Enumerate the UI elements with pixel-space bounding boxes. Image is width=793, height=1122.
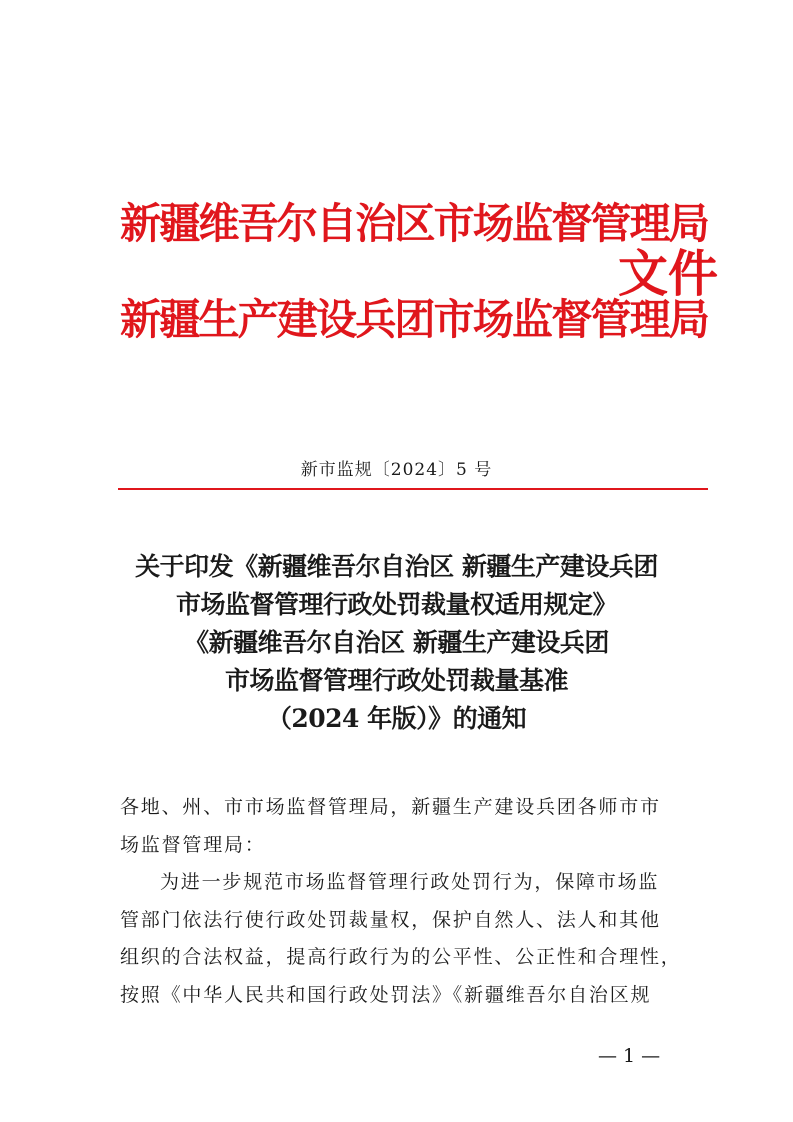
- paragraph-line: 管部门依法行使行政处罚裁量权，保护自然人、法人和其他: [120, 908, 661, 931]
- red-divider: [118, 488, 708, 490]
- title-line: 关于印发《新疆维吾尔自治区 新疆生产建设兵团: [135, 552, 658, 581]
- document-number: 新市监规〔2024〕5 号: [300, 460, 493, 480]
- issuer-line-2: 新疆生产建设兵团市场监督管理局: [120, 295, 709, 344]
- paragraph-line: 为进一步规范市场监督管理行政处罚行为，保障市场监: [160, 871, 660, 893]
- document-header: [120, 192, 720, 352]
- page-number: — 1 —: [598, 1045, 661, 1067]
- title-line: （2024 年版）》的通知: [266, 704, 527, 733]
- paragraph-line: 组织的合法权益，提高行政行为的公平性、公正性和合理性，: [120, 946, 682, 968]
- title-line: 市场监督管理行政处罚裁量权适用规定》: [175, 590, 617, 619]
- body-text: [120, 789, 682, 1014]
- issuer-line-1: 新疆维吾尔自治区市场监督管理局: [120, 199, 709, 248]
- title-line: 市场监督管理行政处罚裁量基准: [224, 666, 568, 695]
- title-line: 《新疆维吾尔自治区 新疆生产建设兵团: [184, 628, 609, 657]
- notice-title: [0, 548, 793, 738]
- document-word: 文件: [618, 244, 718, 303]
- paragraph-line: 按照《中华人民共和国行政处罚法》《新疆维吾尔自治区规: [120, 983, 652, 1006]
- addressee-line: 各地、州、市市场监督管理局，新疆生产建设兵团各师市市: [120, 796, 661, 818]
- addressee-line: 场监督管理局：: [120, 833, 266, 856]
